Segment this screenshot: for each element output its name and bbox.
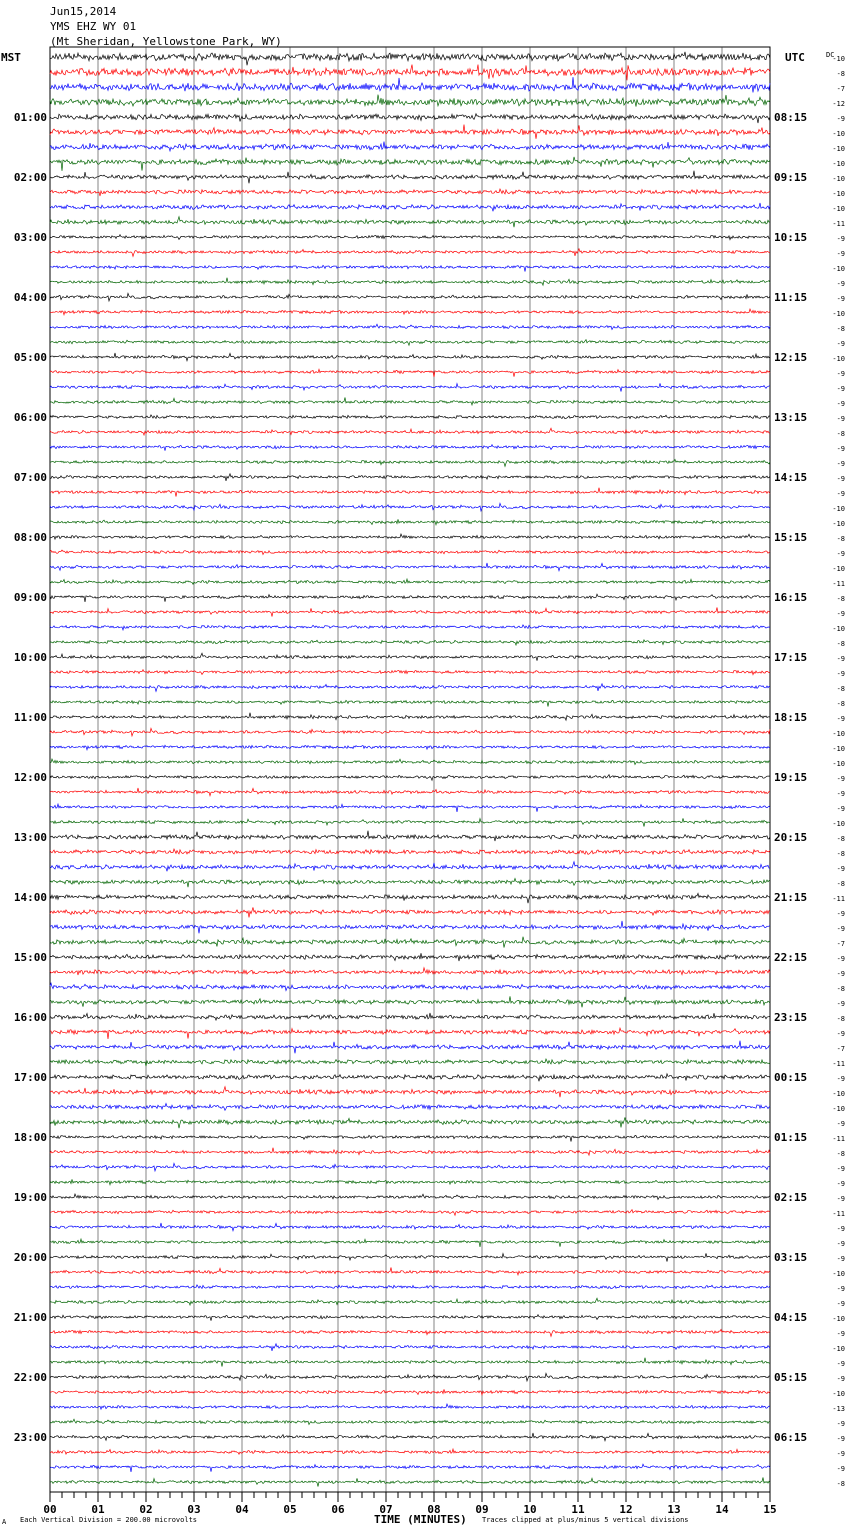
trace-offset-label: -8 [836, 1480, 845, 1488]
x-tick-label: 03 [187, 1503, 201, 1516]
seismic-trace [50, 579, 770, 584]
seismic-trace [50, 1449, 770, 1454]
trace-offset-label: -10 [832, 1270, 845, 1278]
seismic-trace [50, 157, 770, 171]
seismic-trace [50, 745, 770, 750]
trace-offset-label: -9 [836, 1180, 845, 1188]
seismic-trace [50, 1464, 770, 1472]
trace-offset-label: -11 [832, 1060, 845, 1068]
trace-offset-label: -9 [836, 1195, 845, 1203]
seismic-trace [50, 293, 770, 301]
trace-offset-label: -9 [836, 1240, 845, 1248]
trace-offset-label: -10 [832, 760, 845, 768]
seismic-trace [50, 608, 770, 617]
hour-label-utc: 16:15 [774, 591, 808, 604]
seismic-trace [50, 1478, 770, 1487]
trace-offset-label: -8 [836, 700, 845, 708]
seismic-trace [50, 1389, 770, 1395]
trace-offset-label: -10 [832, 310, 845, 318]
hour-label-mst: 04:00 [13, 291, 47, 304]
trace-offset-label: -9 [836, 1030, 845, 1038]
trace-offset-label: -9 [836, 490, 845, 498]
seismic-trace [50, 445, 770, 451]
seismic-trace [50, 519, 770, 525]
trace-offset-label: -9 [836, 1285, 845, 1293]
trace-offset-label: -9 [836, 1300, 845, 1308]
seismic-trace [50, 550, 770, 554]
hour-label-utc: 22:15 [774, 951, 808, 964]
seismic-trace [50, 1285, 770, 1289]
trace-offset-label: -10 [832, 160, 845, 168]
seismic-trace [50, 831, 770, 841]
trace-offset-label: -10 [832, 145, 845, 153]
x-tick-label: 09 [475, 1503, 489, 1516]
x-tick-label: 11 [571, 1503, 585, 1516]
x-tick-label: 04 [235, 1503, 249, 1516]
seismic-trace [50, 670, 770, 675]
hour-label-utc: 04:15 [774, 1311, 808, 1324]
seismic-trace [50, 625, 770, 630]
hour-label-mst: 11:00 [13, 711, 47, 724]
seismic-trace [50, 1223, 770, 1231]
hour-label-utc: 13:15 [774, 411, 808, 424]
trace-offset-label: -9 [836, 790, 845, 798]
seismic-trace [50, 862, 770, 872]
trace-offset-label: -9 [836, 280, 845, 288]
trace-offset-label: -8 [836, 325, 845, 333]
seismic-trace [50, 1433, 770, 1441]
seismic-trace [50, 818, 770, 826]
trace-offset-label: -8 [836, 1150, 845, 1158]
hour-label-utc: 19:15 [774, 771, 808, 784]
trace-offset-label: -9 [836, 1450, 845, 1458]
seismic-trace [50, 203, 770, 211]
seismic-trace [50, 879, 770, 888]
trace-offset-label: -9 [836, 970, 845, 978]
hour-label-utc: 21:15 [774, 891, 808, 904]
right-timezone-label: UTC [785, 51, 805, 64]
x-tick-label: 10 [523, 1503, 537, 1516]
seismic-trace [50, 968, 770, 975]
seismic-trace [50, 369, 770, 377]
seismic-trace [50, 1087, 770, 1098]
seismic-trace [50, 1315, 770, 1321]
trace-offset-label: -9 [836, 385, 845, 393]
trace-offset-label: -10 [832, 55, 845, 63]
seismic-trace [50, 1104, 770, 1111]
hour-label-mst: 03:00 [13, 231, 47, 244]
seismic-trace [50, 189, 770, 196]
seismic-trace [50, 1330, 770, 1337]
x-tick-label: 12 [619, 1503, 633, 1516]
trace-offset-label: -13 [832, 1405, 845, 1413]
trace-offset-label: -9 [836, 235, 845, 243]
hour-label-mst: 17:00 [13, 1071, 47, 1084]
trace-offset-label: -9 [836, 955, 845, 963]
trace-offset-label: -9 [836, 805, 845, 813]
seismic-trace [50, 953, 770, 961]
trace-offset-label: -8 [836, 835, 845, 843]
seismic-trace [50, 775, 770, 781]
trace-offset-label: -9 [836, 250, 845, 258]
trace-offset-label: -10 [832, 505, 845, 513]
hour-label-mst: 06:00 [13, 411, 47, 424]
trace-offset-label: -9 [836, 295, 845, 303]
seismic-trace [50, 340, 770, 346]
hour-label-mst: 20:00 [13, 1251, 47, 1264]
trace-offset-label: -10 [832, 820, 845, 828]
trace-offset-label: -9 [836, 1465, 845, 1473]
trace-offset-label: -8 [836, 430, 845, 438]
seismic-trace [50, 728, 770, 736]
trace-offset-label: -10 [832, 355, 845, 363]
x-tick-label: 01 [91, 1503, 105, 1516]
seismic-trace [50, 1041, 770, 1054]
trace-offset-label: -9 [836, 460, 845, 468]
seismic-trace [50, 114, 770, 123]
seismic-trace [50, 488, 770, 497]
trace-offset-label: -9 [836, 1165, 845, 1173]
seismic-trace [50, 700, 770, 706]
seismic-trace [50, 1210, 770, 1216]
hour-label-utc: 20:15 [774, 831, 808, 844]
hour-label-utc: 05:15 [774, 1371, 808, 1384]
seismic-traces [50, 52, 770, 1487]
seismic-trace [50, 235, 770, 240]
trace-offset-label: -10 [832, 1105, 845, 1113]
trace-offset-label: -8 [836, 985, 845, 993]
seismic-trace [50, 353, 770, 361]
hour-label-mst: 13:00 [13, 831, 47, 844]
seismic-trace [50, 65, 770, 81]
trace-offset-label: -8 [836, 640, 845, 648]
trace-offset-label: -9 [836, 340, 845, 348]
seismic-trace [50, 460, 770, 467]
seismic-trace [50, 1059, 770, 1066]
trace-offset-label: -10 [832, 175, 845, 183]
trace-offset-label: -10 [832, 730, 845, 738]
seismic-trace [50, 849, 770, 854]
seismic-trace [50, 77, 770, 92]
trace-offset-label: -7 [836, 940, 845, 948]
trace-offset-label: -8 [836, 595, 845, 603]
x-tick-label: 14 [715, 1503, 729, 1516]
hour-label-mst: 07:00 [13, 471, 47, 484]
seismic-trace [50, 95, 770, 107]
x-tick-label: 13 [667, 1503, 681, 1516]
trace-offset-label: -11 [832, 895, 845, 903]
seismic-trace [50, 1419, 770, 1424]
seismic-trace [50, 788, 770, 796]
hour-label-mst: 22:00 [13, 1371, 47, 1384]
seismic-trace [50, 563, 770, 571]
seismic-trace [50, 474, 770, 481]
trace-offset-label: -8 [836, 535, 845, 543]
station-location: (Mt Sheridan, Yellowstone Park, WY) [50, 35, 282, 48]
trace-offset-label: -10 [832, 190, 845, 198]
seismic-trace [50, 921, 770, 933]
dc-label: DC [826, 51, 835, 59]
left-timezone-label: MST [1, 51, 21, 64]
seismic-trace [50, 1117, 770, 1128]
trace-offset-label: -11 [832, 220, 845, 228]
seismic-trace [50, 804, 770, 812]
trace-offset-label: -9 [836, 1420, 845, 1428]
seismic-trace [50, 125, 770, 139]
footer-mark: A [2, 1518, 7, 1526]
trace-offset-label: -10 [832, 205, 845, 213]
trace-offset-label: -9 [836, 610, 845, 618]
seismic-trace [50, 1298, 770, 1305]
hour-label-utc: 01:15 [774, 1131, 808, 1144]
trace-offset-label: -9 [836, 115, 845, 123]
trace-offset-label: -9 [836, 1075, 845, 1083]
trace-offset-label: -8 [836, 685, 845, 693]
seismic-trace [50, 1404, 770, 1409]
hour-label-utc: 17:15 [774, 651, 808, 664]
trace-offset-label: -9 [836, 550, 845, 558]
trace-offset-label: -9 [836, 1225, 845, 1233]
hour-label-utc: 00:15 [774, 1071, 808, 1084]
trace-offset-label: -9 [836, 910, 845, 918]
hour-label-mst: 14:00 [13, 891, 47, 904]
trace-offset-label: -8 [836, 850, 845, 858]
trace-offset-label: -11 [832, 1210, 845, 1218]
seismic-trace [50, 383, 770, 391]
trace-offset-label: -8 [836, 1015, 845, 1023]
seismic-trace [50, 1358, 770, 1367]
seismic-trace [50, 1373, 770, 1381]
trace-offset-label: -10 [832, 265, 845, 273]
trace-offset-label: -9 [836, 655, 845, 663]
x-tick-label: 08 [427, 1503, 441, 1516]
helicorder-date: Jun15,2014 [50, 5, 117, 18]
seismic-trace [50, 217, 770, 228]
seismic-trace [50, 983, 770, 990]
trace-offset-label: -9 [836, 1330, 845, 1338]
seismic-trace [50, 893, 770, 903]
hour-label-mst: 10:00 [13, 651, 47, 664]
plot-grid [50, 47, 770, 1492]
trace-offset-label: -10 [832, 1390, 845, 1398]
hour-label-utc: 09:15 [774, 171, 808, 184]
seismic-trace [50, 713, 770, 721]
hour-label-utc: 23:15 [774, 1011, 808, 1024]
seismic-trace [50, 534, 770, 539]
hour-label-mst: 08:00 [13, 531, 47, 544]
x-tick-label: 07 [379, 1503, 393, 1516]
trace-offset-label: -11 [832, 580, 845, 588]
hour-label-mst: 02:00 [13, 171, 47, 184]
x-tick-label: 06 [331, 1503, 345, 1516]
trace-offset-label: -9 [836, 715, 845, 723]
trace-offset-label: -9 [836, 1255, 845, 1263]
seismic-trace [50, 265, 770, 271]
hour-label-mst: 21:00 [13, 1311, 47, 1324]
seismic-trace [50, 142, 770, 151]
seismic-trace [50, 415, 770, 419]
seismic-trace [50, 996, 770, 1007]
trace-offset-label: -9 [836, 415, 845, 423]
trace-offset-label: -7 [836, 85, 845, 93]
seismic-trace [50, 594, 770, 602]
trace-offset-label: -10 [832, 1090, 845, 1098]
x-tick-label: 15 [763, 1503, 777, 1516]
trace-offset-label: -7 [836, 1045, 845, 1053]
x-tick-label: 00 [43, 1503, 57, 1516]
seismic-trace [50, 640, 770, 645]
trace-offset-label: -9 [836, 775, 845, 783]
x-tick-label: 05 [283, 1503, 297, 1516]
seismic-trace [50, 171, 770, 184]
hour-label-utc: 15:15 [774, 531, 808, 544]
hour-label-utc: 14:15 [774, 471, 808, 484]
trace-offset-label: -9 [836, 400, 845, 408]
hour-label-utc: 18:15 [774, 711, 808, 724]
trace-offset-label: -9 [836, 1120, 845, 1128]
seismic-trace [50, 1239, 770, 1247]
seismic-trace [50, 428, 770, 435]
seismic-trace [50, 937, 770, 948]
trace-offset-label: -11 [832, 1135, 845, 1143]
hour-label-utc: 10:15 [774, 231, 808, 244]
x-axis-title: TIME (MINUTES) [374, 1513, 467, 1526]
seismic-trace [50, 249, 770, 257]
hour-label-mst: 01:00 [13, 111, 47, 124]
trace-offset-label: -12 [832, 100, 845, 108]
hour-label-utc: 03:15 [774, 1251, 808, 1264]
hour-label-utc: 02:15 [774, 1191, 808, 1204]
hour-label-utc: 12:15 [774, 351, 808, 364]
seismic-trace [50, 907, 770, 917]
seismic-trace [50, 309, 770, 315]
hour-label-mst: 15:00 [13, 951, 47, 964]
seismic-trace [50, 324, 770, 329]
seismic-trace [50, 1028, 770, 1039]
trace-offset-label: -10 [832, 625, 845, 633]
hour-label-utc: 08:15 [774, 111, 808, 124]
vertical-scale-note: Each Vertical Division = 200.00 microvolts [20, 1516, 198, 1524]
trace-offset-label: -10 [832, 130, 845, 138]
seismic-trace [50, 1013, 770, 1020]
plot-frame [50, 47, 770, 1492]
station-id: YMS EHZ WY 01 [50, 20, 137, 33]
seismic-trace [50, 1074, 770, 1082]
seismic-trace [50, 1253, 770, 1261]
trace-offset-label: -8 [836, 70, 845, 78]
seismic-trace [50, 398, 770, 405]
trace-offset-label: -9 [836, 1435, 845, 1443]
trace-offset-label: -9 [836, 865, 845, 873]
hour-label-mst: 19:00 [13, 1191, 47, 1204]
seismic-trace [50, 1135, 770, 1141]
seismic-trace [50, 52, 770, 66]
seismic-trace [50, 1148, 770, 1156]
hour-label-utc: 11:15 [774, 291, 808, 304]
hour-label-mst: 12:00 [13, 771, 47, 784]
hour-label-mst: 23:00 [13, 1431, 47, 1444]
trace-offset-label: -9 [836, 370, 845, 378]
seismic-trace [50, 278, 770, 286]
seismic-trace [50, 1344, 770, 1351]
seismic-trace [50, 759, 770, 765]
hour-label-mst: 16:00 [13, 1011, 47, 1024]
hour-label-utc: 06:15 [774, 1431, 808, 1444]
seismic-trace [50, 1163, 770, 1171]
hour-label-mst: 05:00 [13, 351, 47, 364]
trace-offset-label: -10 [832, 565, 845, 573]
trace-offset-label: -9 [836, 925, 845, 933]
trace-offset-label: -10 [832, 1345, 845, 1353]
seismic-trace [50, 1179, 770, 1185]
trace-offset-label: -9 [836, 445, 845, 453]
trace-offset-label: -9 [836, 1375, 845, 1383]
seismic-trace [50, 1268, 770, 1275]
trace-offset-label: -9 [836, 670, 845, 678]
seismic-trace [50, 1194, 770, 1200]
trace-offset-label: -9 [836, 1000, 845, 1008]
trace-offset-label: -10 [832, 520, 845, 528]
trace-offset-label: -8 [836, 880, 845, 888]
x-tick-label: 02 [139, 1503, 153, 1516]
trace-offset-label: -9 [836, 475, 845, 483]
hour-label-mst: 18:00 [13, 1131, 47, 1144]
trace-offset-label: -10 [832, 1315, 845, 1323]
seismic-trace [50, 653, 770, 661]
seismic-trace [50, 684, 770, 692]
trace-offset-label: -9 [836, 1360, 845, 1368]
hour-label-mst: 09:00 [13, 591, 47, 604]
trace-offset-label: -10 [832, 745, 845, 753]
seismic-trace [50, 503, 770, 511]
clip-note: Traces clipped at plus/minus 5 vertical divisions [482, 1516, 689, 1524]
